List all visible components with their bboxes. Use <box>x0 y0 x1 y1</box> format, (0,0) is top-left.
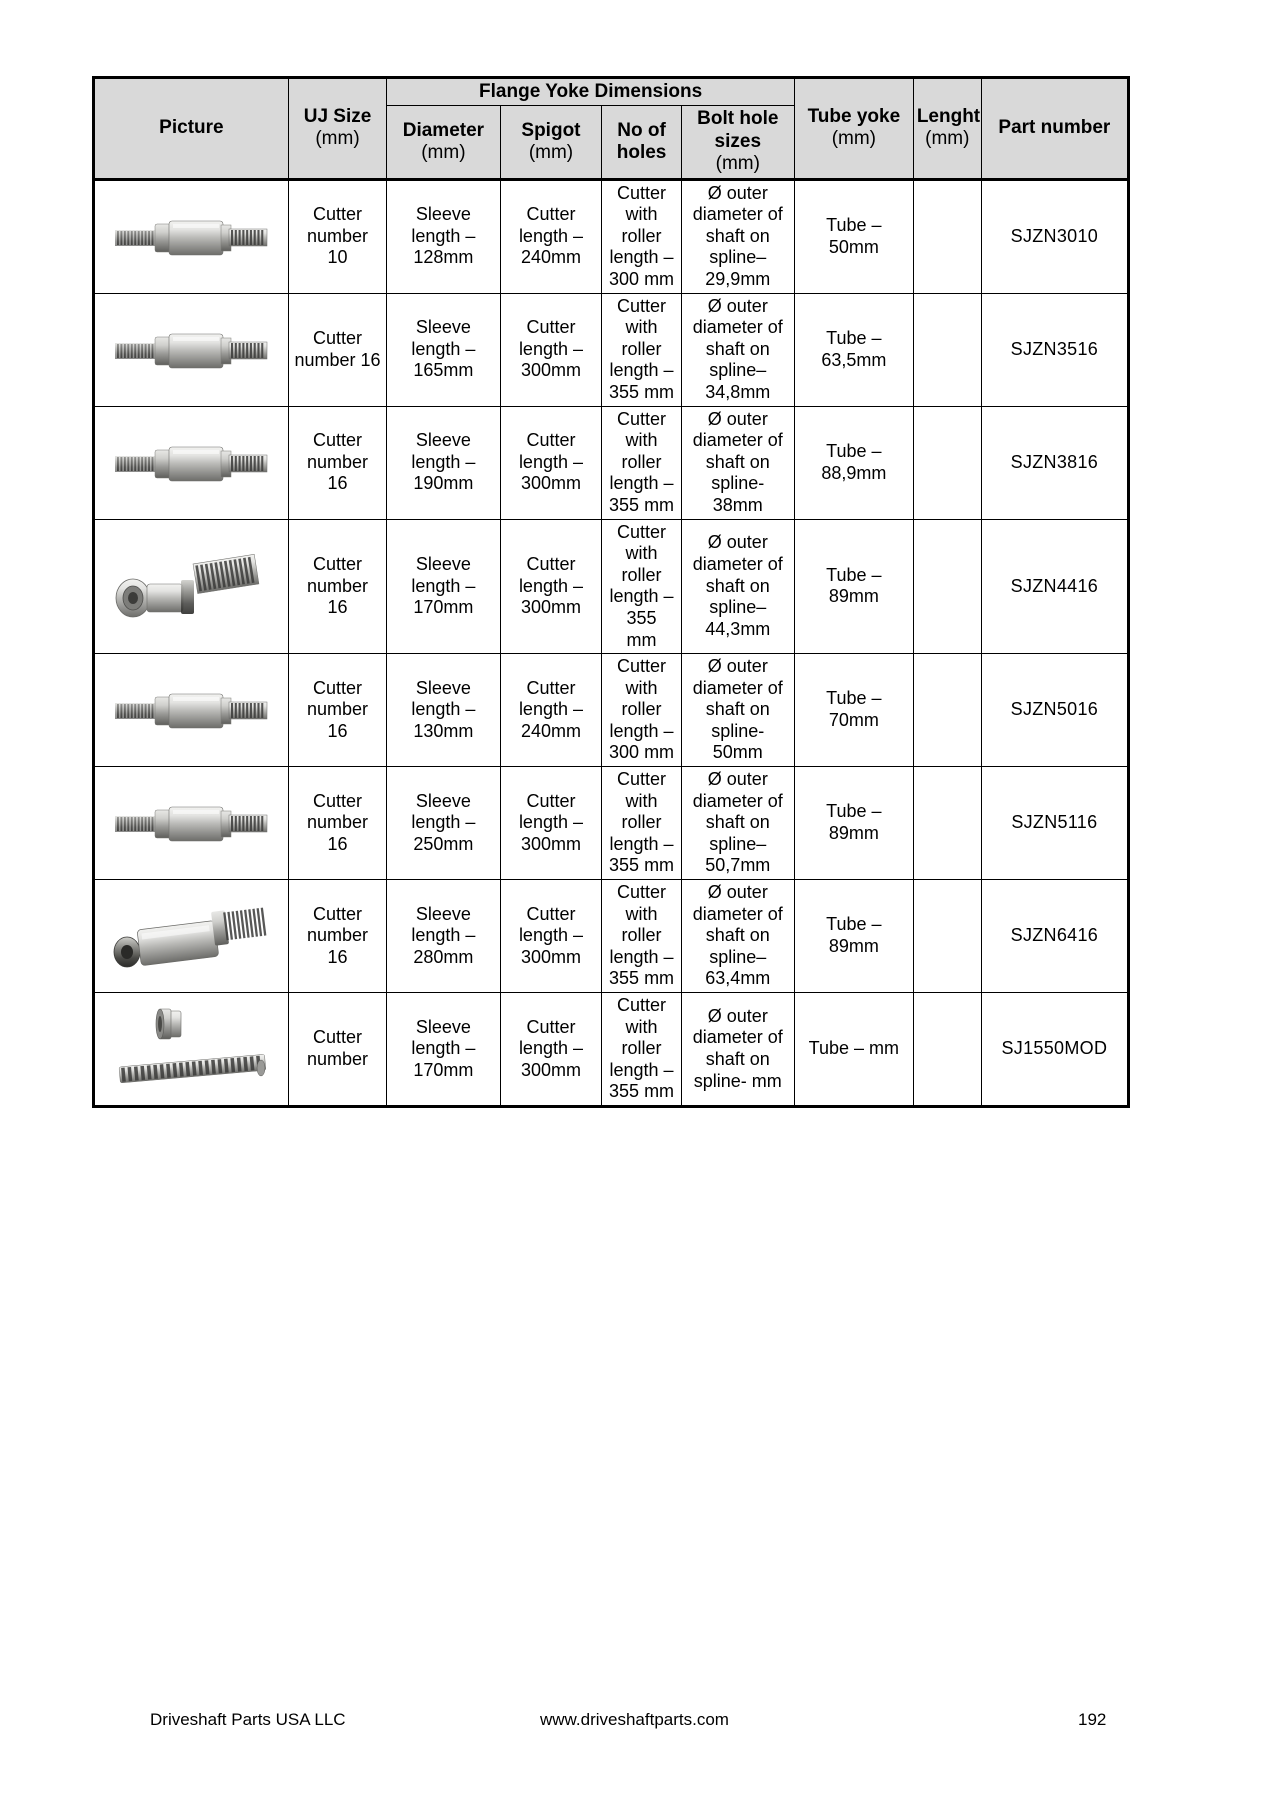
header-no-of-holes <box>602 106 681 179</box>
cell-no-of-holes: Cutter with roller length – 355 mm <box>602 406 681 519</box>
header-lenght-unit: (mm) <box>925 128 970 150</box>
cell-bolt-hole-sizes: Ø outer diameter of shaft on spline– 63,4mm <box>681 880 794 993</box>
cell-lenght <box>913 880 981 993</box>
cell-spigot: Cutter length – 300mm <box>500 293 602 406</box>
cell-no-of-holes: Cutter with roller length – 355 mm <box>602 880 681 993</box>
cell-picture <box>94 767 289 880</box>
cell-tube-yoke: Tube – 70mm <box>794 654 913 767</box>
cell-uj-size: Cutter number 16 <box>288 767 387 880</box>
cell-tube-yoke: Tube – 88,9mm <box>794 406 913 519</box>
header-bolt-hole-sizes <box>681 106 794 179</box>
header-flange-yoke-label: Flange Yoke Dimensions <box>479 81 703 102</box>
header-uj-size <box>288 78 387 180</box>
table-row <box>94 880 1129 993</box>
header-diameter-unit: (mm) <box>421 142 466 164</box>
header-spigot-label: Spigot <box>521 119 581 141</box>
cell-picture <box>94 293 289 406</box>
spec-table-container <box>92 76 1130 1108</box>
header-picture <box>94 78 289 180</box>
cell-diameter: Sleeve length – 250mm <box>387 767 500 880</box>
cell-tube-yoke: Tube – 63,5mm <box>794 293 913 406</box>
cell-tube-yoke: Tube – 89mm <box>794 519 913 654</box>
header-lenght-label: Lenght <box>916 105 981 127</box>
cell-uj-size: Cutter number 16 <box>288 654 387 767</box>
cell-lenght <box>913 767 981 880</box>
cell-spigot: Cutter length – 300mm <box>500 767 602 880</box>
cell-spigot: Cutter length – 300mm <box>500 406 602 519</box>
footer-company: Driveshaft Parts USA LLC <box>150 1710 346 1729</box>
cell-diameter: Sleeve length – 280mm <box>387 880 500 993</box>
table-body <box>94 179 1129 1106</box>
cell-part-number: SJZN3010 <box>981 179 1128 293</box>
cell-uj-size: Cutter number 16 <box>288 880 387 993</box>
header-no-of-holes-line1: No of <box>617 119 666 141</box>
cell-uj-size: Cutter number <box>288 993 387 1107</box>
shaft-illustration-splined-shaft-with-sleeve <box>111 304 271 396</box>
cell-diameter: Sleeve length – 128mm <box>387 179 500 293</box>
cell-spigot: Cutter length – 240mm <box>500 654 602 767</box>
cell-diameter: Sleeve length – 170mm <box>387 519 500 654</box>
shaft-illustration-splined-shaft-heavy-sleeve <box>111 890 271 982</box>
cell-spigot: Cutter length – 300mm <box>500 519 602 654</box>
header-uj-size-label: UJ Size <box>303 105 372 127</box>
header-diameter-label: Diameter <box>402 119 485 141</box>
table-header <box>94 78 1129 180</box>
cell-picture <box>94 880 289 993</box>
cell-lenght <box>913 406 981 519</box>
cell-no-of-holes: Cutter with roller length – 300 mm <box>602 179 681 293</box>
header-tube-yoke <box>794 78 913 180</box>
cell-picture <box>94 993 289 1107</box>
cell-uj-size: Cutter number 10 <box>288 179 387 293</box>
header-no-of-holes-line2: holes <box>616 142 667 164</box>
header-part-number <box>981 78 1128 180</box>
cell-diameter: Sleeve length – 165mm <box>387 293 500 406</box>
cell-lenght <box>913 293 981 406</box>
shaft-illustration-splined-shaft-with-sleeve <box>111 191 271 283</box>
header-lenght <box>913 78 981 180</box>
header-part-number-label: Part number <box>998 117 1111 139</box>
table-row <box>94 654 1129 767</box>
cell-bolt-hole-sizes: Ø outer diameter of shaft on spline– 34,8mm <box>681 293 794 406</box>
cell-tube-yoke: Tube – mm <box>794 993 913 1107</box>
header-bolt-hole-line1: Bolt hole <box>697 108 779 130</box>
footer-page-number: 192 <box>1078 1710 1107 1729</box>
header-spigot <box>500 106 602 179</box>
footer-website: www.driveshaftparts.com <box>540 1710 729 1729</box>
cell-lenght <box>913 179 981 293</box>
shaft-illustration-splined-shaft-with-sleeve <box>111 777 271 869</box>
cell-diameter: Sleeve length – 130mm <box>387 654 500 767</box>
header-tube-yoke-label: Tube yoke <box>807 105 901 127</box>
cell-bolt-hole-sizes: Ø outer diameter of shaft on spline– 44,3mm <box>681 519 794 654</box>
header-uj-size-unit: (mm) <box>315 128 360 150</box>
cell-tube-yoke: Tube – 89mm <box>794 767 913 880</box>
cell-picture <box>94 519 289 654</box>
header-spigot-unit: (mm) <box>528 142 574 164</box>
cell-spigot: Cutter length – 300mm <box>500 880 602 993</box>
cell-no-of-holes: Cutter with roller length – 355 mm <box>602 993 681 1107</box>
cell-bolt-hole-sizes: Ø outer diameter of shaft on spline- mm <box>681 993 794 1107</box>
table-row <box>94 293 1129 406</box>
header-diameter <box>387 106 500 179</box>
cell-uj-size: Cutter number 16 <box>288 519 387 654</box>
shaft-illustration-splined-shaft-with-sleeve <box>111 417 271 509</box>
driveshaft-spec-table <box>92 76 1130 1108</box>
table-row <box>94 179 1129 293</box>
header-bolt-hole-line2: sizes <box>714 130 762 152</box>
cell-part-number: SJ1550MOD <box>981 993 1128 1107</box>
cell-picture <box>94 654 289 767</box>
cell-diameter: Sleeve length – 170mm <box>387 993 500 1107</box>
cell-bolt-hole-sizes: Ø outer diameter of shaft on spline- 38mm <box>681 406 794 519</box>
cell-no-of-holes: Cutter with roller length – 355 mm <box>602 519 681 654</box>
table-row <box>94 519 1129 654</box>
shaft-illustration-splined-shaft-with-sleeve <box>111 664 271 756</box>
shaft-illustration-sleeve-and-separate-spline-shaft <box>111 1003 271 1095</box>
cell-part-number: SJZN5016 <box>981 654 1128 767</box>
table-row <box>94 767 1129 880</box>
cell-bolt-hole-sizes: Ø outer diameter of shaft on spline– 50,7mm <box>681 767 794 880</box>
cell-spigot: Cutter length – 300mm <box>500 993 602 1107</box>
table-row <box>94 406 1129 519</box>
cell-part-number: SJZN3816 <box>981 406 1128 519</box>
cell-lenght <box>913 519 981 654</box>
cell-picture <box>94 406 289 519</box>
header-bolt-hole-unit: (mm) <box>715 153 760 175</box>
cell-lenght <box>913 993 981 1107</box>
cell-spigot: Cutter length – 240mm <box>500 179 602 293</box>
cell-lenght <box>913 654 981 767</box>
cell-part-number: SJZN4416 <box>981 519 1128 654</box>
cell-part-number: SJZN6416 <box>981 880 1128 993</box>
header-tube-yoke-unit: (mm) <box>831 128 877 150</box>
cell-tube-yoke: Tube – 50mm <box>794 179 913 293</box>
shaft-illustration-splined-shaft-with-flange-end <box>111 540 271 632</box>
cell-uj-size: Cutter number 16 <box>288 293 387 406</box>
cell-bolt-hole-sizes: Ø outer diameter of shaft on spline– 29,9mm <box>681 179 794 293</box>
cell-bolt-hole-sizes: Ø outer diameter of shaft on spline- 50mm <box>681 654 794 767</box>
cell-tube-yoke: Tube – 89mm <box>794 880 913 993</box>
cell-part-number: SJZN5116 <box>981 767 1128 880</box>
cell-no-of-holes: Cutter with roller length – 355 mm <box>602 767 681 880</box>
cell-diameter: Sleeve length – 190mm <box>387 406 500 519</box>
header-picture-label: Picture <box>159 117 224 139</box>
cell-no-of-holes: Cutter with roller length – 300 mm <box>602 654 681 767</box>
cell-part-number: SJZN3516 <box>981 293 1128 406</box>
table-row <box>94 993 1129 1107</box>
cell-uj-size: Cutter number 16 <box>288 406 387 519</box>
header-flange-yoke-group <box>387 78 795 106</box>
cell-no-of-holes: Cutter with roller length – 355 mm <box>602 293 681 406</box>
cell-picture <box>94 179 289 293</box>
page-footer <box>0 1710 1273 1744</box>
